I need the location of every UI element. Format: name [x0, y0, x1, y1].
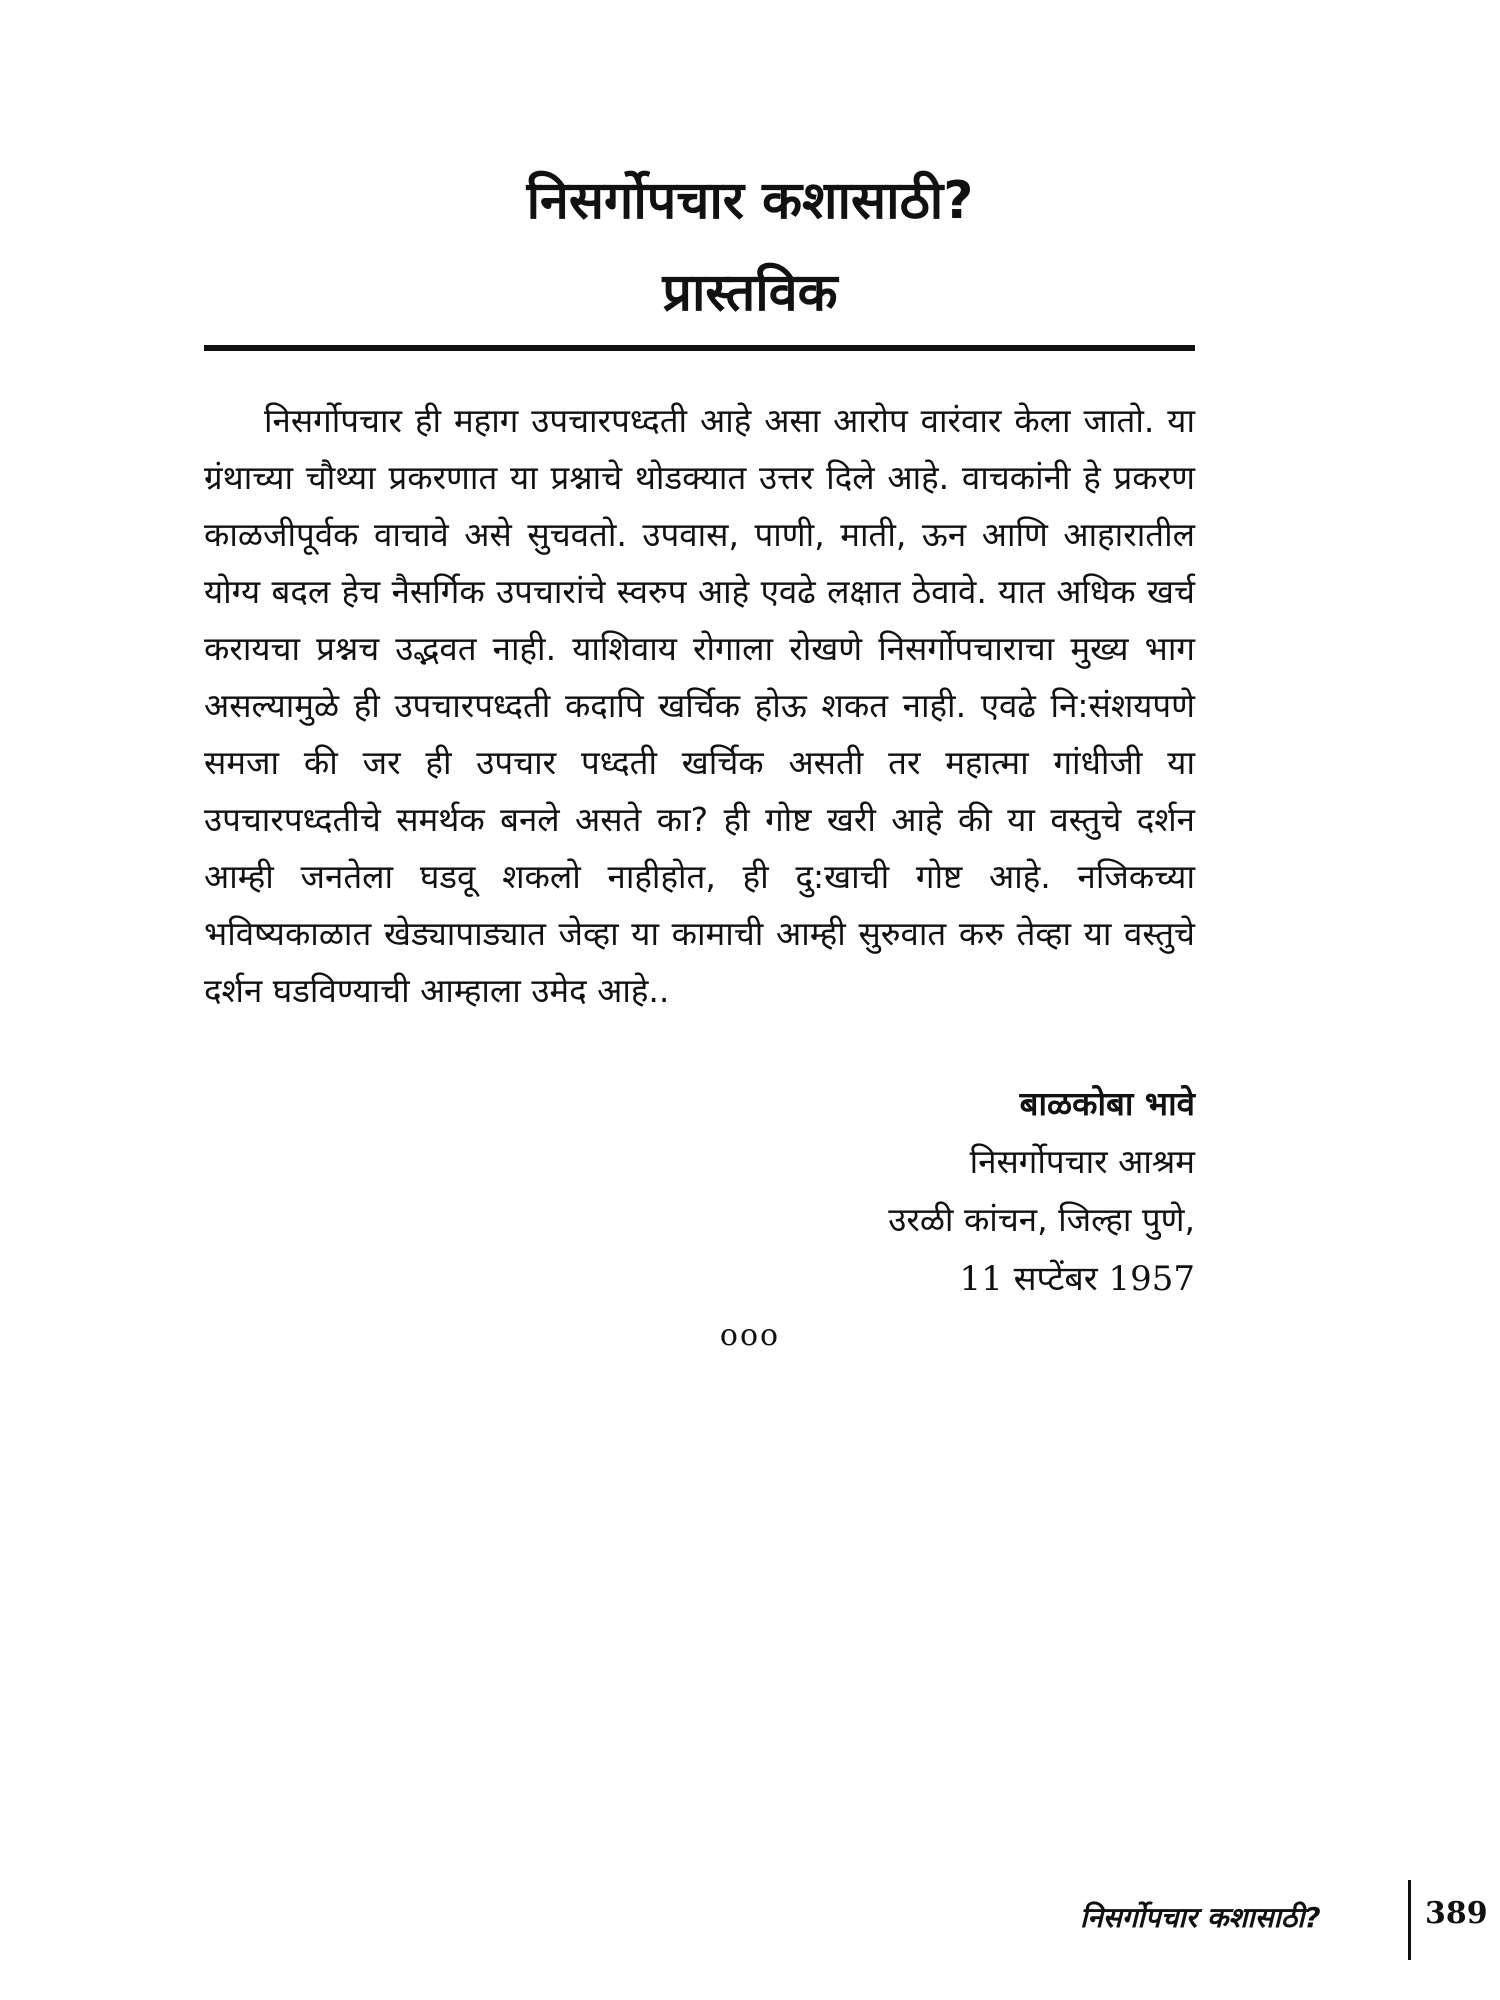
signature-name: बाळकोबा भावे — [1019, 1084, 1195, 1123]
footer-divider — [1408, 1880, 1411, 1960]
title-divider — [204, 345, 1195, 351]
signature-place: उरळी कांचन, जिल्हा पुणे, — [888, 1200, 1195, 1239]
body-paragraph: निसर्गोपचार ही महाग उपचारपध्दती आहे असा आरोप वारंवार केला जातो. या ग्रंथाच्या चौथ्या प्रकरणात या प्रश्नाचे थोडक्यात उत्तर दिले आहे. वाचकांनी हे प्रकरण काळजीपूर्वक वाचावे असे सुचवतो. उपवास, पाणी, माती, ऊन आणि आहारातील योग्य बदल हेच नैसर्गिक उपचारांचे स्वरुप आहे एवढे लक्षात ठेवावे. यात अधिक खर्च करायचा प्रश्नच उद्भवत नाही. याशिवाय रोगाला रोखणे निसर्गोपचाराचा मुख्य भाग असल्यामुळे ही उपचारपध्दती कदापि खर्चिक होऊ शकत नाही. एवढे नि:संशयपणे समजा की जर ही उपचार पध्दती खर्चिक असती तर महात्मा गांधीजी या उपचारपध्दतीचे समर्थक बनले असते का? ही गोष्ट खरी आहे की या वस्तुचे दर्शन आम्ही जनतेला घडवू शकलो नाहीहोत, ही दु:खाची गोष्ट आहे. नजिकच्या भविष्यकाळात खेड्यापाड्यात जेव्हा या कामाची आम्ही सुरुवात करु तेव्हा या वस्तुचे दर्शन घडविण्याची आम्हाला उमेद आहे.. — [204, 401, 1195, 1010]
running-footer-title: निसर्गोपचार कशासाठी? — [1080, 1901, 1321, 1934]
signature-organization: निसर्गोपचार आश्रम — [969, 1142, 1195, 1181]
section-end-ornament: ooo — [719, 1318, 781, 1353]
page-title: निसर्गोपचार कशासाठी? — [526, 171, 974, 231]
page-number: 389 — [1425, 1896, 1488, 1931]
signature-date: 11 सप्टेंबर 1957 — [959, 1259, 1195, 1299]
page-subtitle: प्रास्तविक — [662, 263, 838, 323]
